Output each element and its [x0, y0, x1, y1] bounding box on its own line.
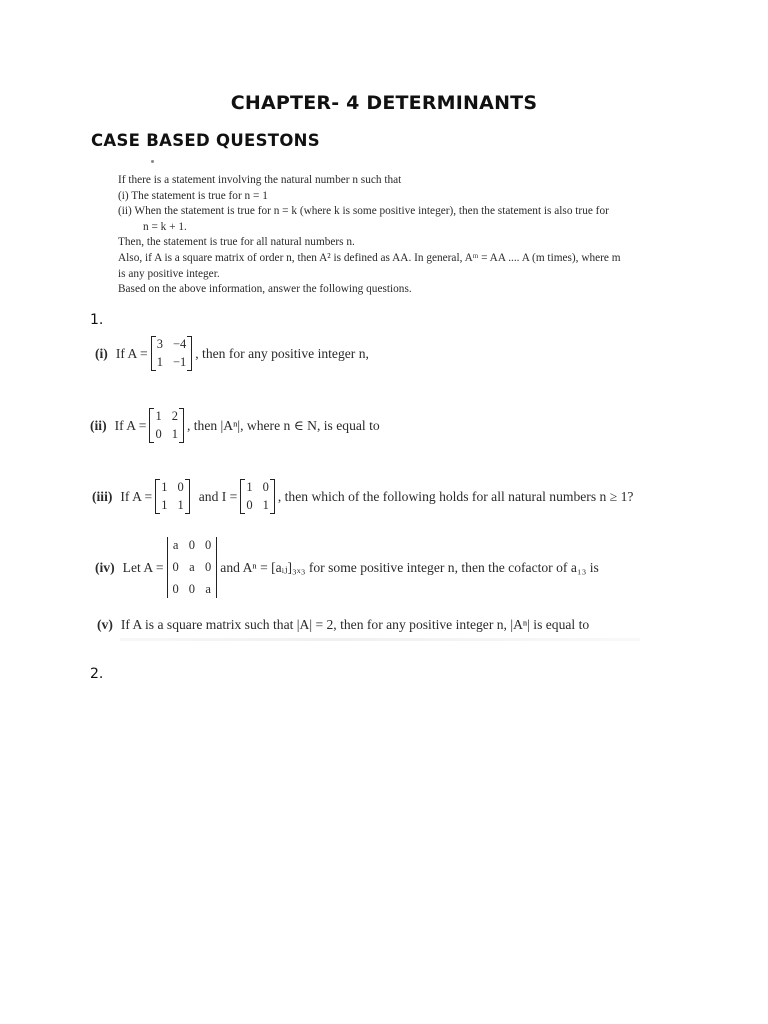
question-text: and I =: [198, 488, 238, 504]
matrix-cell: 1: [156, 355, 163, 369]
intro-line: is any positive integer.: [118, 267, 220, 280]
matrix-cell: 0: [205, 538, 212, 552]
scan-artifact-dot: [151, 160, 154, 163]
section-title: CASE BASED QUESTONS: [91, 131, 320, 150]
matrix-cell: 0: [155, 427, 162, 441]
matrix-cell: 0: [262, 480, 269, 494]
matrix-cell: 1: [177, 498, 184, 512]
matrix-cell: 0: [188, 582, 196, 596]
matrix-cell: 1: [155, 409, 162, 423]
question-text: If A is a square matrix such that |A| = 2, then for any positive integer n, |Aⁿ| is equal to: [120, 617, 590, 632]
matrix-cell: 0: [172, 582, 179, 596]
intro-line: (ii) When the statement is true for n = k (where k is some positive integer), then the statement is also true for: [118, 205, 609, 218]
question-label: (iii): [92, 488, 113, 504]
matrix-cell: a: [189, 560, 195, 574]
intro-line: (i) The statement is true for n = 1: [118, 189, 268, 202]
question-iii: [92, 479, 633, 514]
matrix-cell: 1: [161, 498, 168, 512]
question-text: If A =: [120, 488, 153, 504]
matrix-cell: 0: [205, 560, 212, 574]
matrix-cell: 1: [171, 427, 178, 441]
question-text: If A =: [115, 345, 148, 361]
matrix-a: [155, 479, 190, 514]
matrix-a-determinant: [167, 537, 218, 598]
matrix-a: [149, 408, 184, 443]
intro-line: Also, if A is a square matrix of order n, then A² is defined as AA. In general, Aᵐ = AA .... A (m times), where m: [118, 251, 621, 264]
matrix-cell: 1: [161, 480, 168, 494]
question-label: (iv): [95, 559, 115, 575]
intro-line: Based on the above information, answer the following questions.: [118, 283, 412, 296]
intro-line: Then, the statement is true for all natural numbers n.: [118, 236, 355, 249]
matrix-a: [151, 336, 193, 371]
matrix-cell: 3: [156, 337, 163, 351]
intro-passage: [118, 173, 621, 298]
matrix-cell: 1: [246, 480, 253, 494]
intro-line: If there is a statement involving the natural number n such that: [118, 174, 402, 186]
question-number-2: 2.: [90, 666, 104, 682]
question-text: Let A =: [122, 559, 164, 575]
question-text: , then for any positive integer n,: [195, 345, 369, 361]
matrix-cell: 0: [172, 560, 179, 574]
page-title: CHAPTER- 4 DETERMINANTS: [230, 92, 538, 114]
matrix-cell: a: [172, 538, 179, 552]
matrix-cell: −1: [172, 355, 187, 369]
matrix-cell: 0: [188, 538, 196, 552]
matrix-identity: [240, 479, 275, 514]
matrix-cell: 2: [171, 409, 178, 423]
matrix-cell: −4: [172, 337, 187, 351]
question-number-1: 1.: [90, 312, 104, 328]
matrix-cell: 1: [262, 498, 269, 512]
question-iv: [95, 537, 599, 598]
question-v: [97, 617, 589, 633]
question-label: (i): [95, 345, 108, 361]
question-i: [95, 336, 369, 371]
matrix-cell: 0: [177, 480, 184, 494]
question-ii: [90, 408, 380, 443]
matrix-cell: a: [205, 582, 211, 596]
question-text: If A =: [114, 417, 147, 433]
scan-artifact-line: [120, 638, 640, 641]
intro-line: n = k + 1.: [143, 220, 187, 233]
question-text: and Aⁿ = [aᵢⱼ]₃ₓ₃ for some positive integer n, then the cofactor of a₁₃ is: [220, 559, 599, 575]
question-text: , then |Aⁿ|, where n ∈ N, is equal to: [186, 417, 380, 433]
question-text: , then which of the following holds for all natural numbers n ≥ 1?: [277, 488, 634, 504]
question-label: (v): [97, 617, 113, 632]
question-label: (ii): [90, 417, 107, 433]
matrix-cell: 0: [246, 498, 253, 512]
